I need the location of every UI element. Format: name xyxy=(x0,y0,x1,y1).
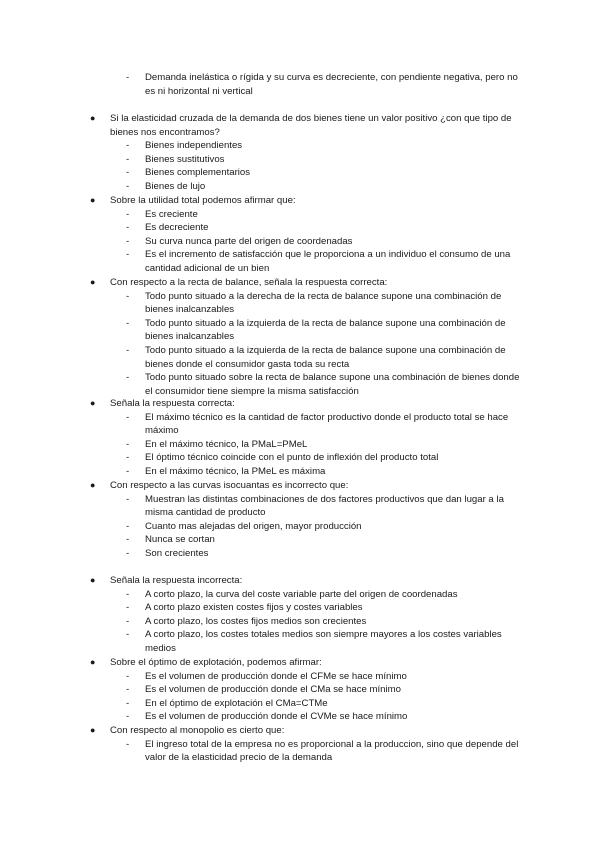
option-text: Todo punto situado a la izquierda de la recta de balance supone una combinación de bienes inalcanzables xyxy=(145,317,506,343)
answer-option xyxy=(0,166,600,180)
option-text: A corto plazo, la curva del coste variable parte del origen de coordenadas xyxy=(145,588,458,600)
dash-marker: - xyxy=(126,411,130,423)
question-block xyxy=(0,479,600,561)
question-block xyxy=(0,574,600,656)
option-text: Todo punto situado a la izquierda de la recta de balance supone una combinación de bienes donde el consumidor gasta toda su recta xyxy=(145,344,506,370)
question-text: Con respecto a las curvas isocuantas es incorrecto que: xyxy=(110,480,349,491)
option-text: Es decreciente xyxy=(145,222,209,234)
answer-option xyxy=(0,235,600,249)
question-stem xyxy=(0,397,600,411)
question-text: Sobre la utilidad total podemos afirmar que: xyxy=(110,195,296,206)
answer-option xyxy=(0,411,600,438)
bullet-icon: ● xyxy=(90,480,96,490)
dash-marker: - xyxy=(126,140,130,152)
option-text: El máximo técnico es la cantidad de factor productivo donde el producto total se hace máximo xyxy=(145,411,509,437)
intro-block xyxy=(0,71,600,98)
dash-marker: - xyxy=(126,738,130,750)
answer-option xyxy=(0,697,600,711)
option-text: En el máximo técnico, la PMeL es máxima xyxy=(145,465,326,477)
option-text: Bienes complementarios xyxy=(145,167,251,179)
dash-marker: - xyxy=(126,602,130,614)
dash-marker: - xyxy=(126,438,130,450)
answer-option xyxy=(0,290,600,317)
dash-marker: - xyxy=(126,153,130,165)
answer-option xyxy=(0,520,600,534)
option-list xyxy=(0,290,600,399)
option-text: A corto plazo, los costes fijos medios son crecientes xyxy=(145,615,367,627)
dash-marker: - xyxy=(126,222,130,234)
answer-option xyxy=(0,180,600,194)
bullet-icon: ● xyxy=(90,398,96,408)
bullet-icon: ● xyxy=(90,277,96,287)
answer-option xyxy=(0,371,600,398)
dash-marker: - xyxy=(126,629,130,641)
option-text: Bienes de lujo xyxy=(145,180,206,192)
answer-option xyxy=(0,153,600,167)
answer-option xyxy=(0,139,600,153)
answer-option xyxy=(0,451,600,465)
bullet-icon: ● xyxy=(90,195,96,205)
option-text: Todo punto situado a la derecha de la recta de balance supone una combinación de bienes inalcanzables xyxy=(145,290,502,316)
question-text: Con respecto al monopolio es cierto que: xyxy=(110,725,285,736)
question-stem xyxy=(0,112,600,139)
option-list xyxy=(0,588,600,656)
question-stem xyxy=(0,276,600,290)
answer-option xyxy=(0,588,600,602)
question-text: Señala la respuesta incorrecta: xyxy=(110,575,243,586)
dash-marker: - xyxy=(126,235,130,247)
dash-marker: - xyxy=(126,208,130,220)
option-list xyxy=(0,738,600,765)
option-text: En el máximo técnico, la PMaL=PMeL xyxy=(145,438,308,450)
answer-option xyxy=(0,738,600,765)
option-list xyxy=(0,670,600,724)
dash-marker: - xyxy=(126,711,130,723)
answer-option xyxy=(0,628,600,655)
question-block xyxy=(0,112,600,194)
answer-option xyxy=(0,615,600,629)
option-list xyxy=(0,493,600,561)
option-text: Es el volumen de producción donde el CMa se hace mínimo xyxy=(145,684,401,696)
bullet-icon: ● xyxy=(90,725,96,735)
bullet-icon: ● xyxy=(90,113,96,123)
dash-marker: - xyxy=(126,534,130,546)
question-stem xyxy=(0,574,600,588)
option-text: Cuanto mas alejadas del origen, mayor producción xyxy=(145,520,362,532)
dash-marker: - xyxy=(126,317,130,329)
answer-option xyxy=(0,71,600,98)
option-list xyxy=(0,208,600,276)
dash-marker: - xyxy=(126,493,130,505)
option-text: Es el incremento de satisfacción que le proporciona a un individuo el consumo de una cantidad adicional de un bien xyxy=(145,249,511,274)
answer-option xyxy=(0,317,600,344)
dash-marker: - xyxy=(126,588,130,600)
dash-marker: - xyxy=(126,167,130,179)
bullet-icon: ● xyxy=(90,657,96,667)
dash-marker: - xyxy=(126,547,130,559)
option-text: Muestran las distintas combinaciones de dos factores productivos que dan lugar a la misma cantidad de producto xyxy=(145,493,504,519)
option-text: Son crecientes xyxy=(145,547,209,559)
question-block xyxy=(0,194,600,276)
option-text: Es el volumen de producción donde el CVMe se hace mínimo xyxy=(145,711,408,723)
option-text: Es el volumen de producción donde el CFMe se hace mínimo xyxy=(145,670,407,682)
question-block xyxy=(0,397,600,479)
dash-marker: - xyxy=(126,72,130,83)
question-text: Señala la respuesta correcta: xyxy=(110,398,235,409)
answer-option xyxy=(0,465,600,479)
question-stem xyxy=(0,479,600,493)
bullet-icon: ● xyxy=(90,575,96,585)
question-block xyxy=(0,724,600,765)
dash-marker: - xyxy=(126,452,130,464)
answer-option xyxy=(0,221,600,235)
question-text: Con respecto a la recta de balance, señala la respuesta correcta: xyxy=(110,277,388,288)
option-list xyxy=(0,139,600,193)
option-list xyxy=(0,411,600,479)
answer-option xyxy=(0,208,600,222)
answer-option xyxy=(0,248,600,275)
option-text: A corto plazo, los costes totales medios son siempre mayores a los costes variables medios xyxy=(145,629,502,654)
option-text: El ingreso total de la empresa no es proporcional a la produccion, sino que depende del valor de la elasticidad precio de la demanda xyxy=(145,738,519,764)
option-text: El óptimo técnico coincide con el punto de inflexión del producto total xyxy=(145,452,439,464)
answer-option xyxy=(0,710,600,724)
question-stem xyxy=(0,194,600,208)
question-stem xyxy=(0,656,600,670)
dash-marker: - xyxy=(126,520,130,532)
question-block xyxy=(0,276,600,398)
dash-marker: - xyxy=(126,180,130,192)
option-text: Bienes sustitutivos xyxy=(145,153,225,165)
option-text: Demanda inelástica o rígida y su curva es decreciente, con pendiente negativa, pero no es ni horizontal ni vertical xyxy=(145,72,518,97)
answer-option xyxy=(0,601,600,615)
dash-marker: - xyxy=(126,249,130,261)
answer-option xyxy=(0,683,600,697)
answer-option xyxy=(0,533,600,547)
option-text: En el óptimo de explotación el CMa=CTMe xyxy=(145,697,328,709)
option-text: A corto plazo existen costes fijos y costes variables xyxy=(145,602,363,614)
dash-marker: - xyxy=(126,290,130,302)
answer-option xyxy=(0,344,600,371)
answer-option xyxy=(0,547,600,561)
option-text: Su curva nunca parte del origen de coordenadas xyxy=(145,235,353,247)
dash-marker: - xyxy=(126,372,130,384)
dash-marker: - xyxy=(126,697,130,709)
dash-marker: - xyxy=(126,670,130,682)
option-text: Bienes independientes xyxy=(145,140,243,152)
question-block xyxy=(0,656,600,724)
answer-option xyxy=(0,438,600,452)
answer-option xyxy=(0,670,600,684)
question-stem xyxy=(0,724,600,738)
question-text: Si la elasticidad cruzada de la demanda de dos bienes tiene un valor positivo ¿con que tipo de bienes nos encontramos? xyxy=(110,113,512,138)
dash-marker: - xyxy=(126,684,130,696)
option-text: Nunca se cortan xyxy=(145,534,215,546)
dash-marker: - xyxy=(126,344,130,356)
question-text: Sobre el óptimo de explotación, podemos afirmar: xyxy=(110,657,322,668)
option-list xyxy=(0,71,600,98)
option-text: Todo punto situado sobre la recta de balance supone una combinación de bienes donde el consumidor tiene siempre la misma satisfacción xyxy=(145,372,520,397)
option-text: Es creciente xyxy=(145,208,198,220)
dash-marker: - xyxy=(126,465,130,477)
dash-marker: - xyxy=(126,615,130,627)
answer-option xyxy=(0,493,600,520)
